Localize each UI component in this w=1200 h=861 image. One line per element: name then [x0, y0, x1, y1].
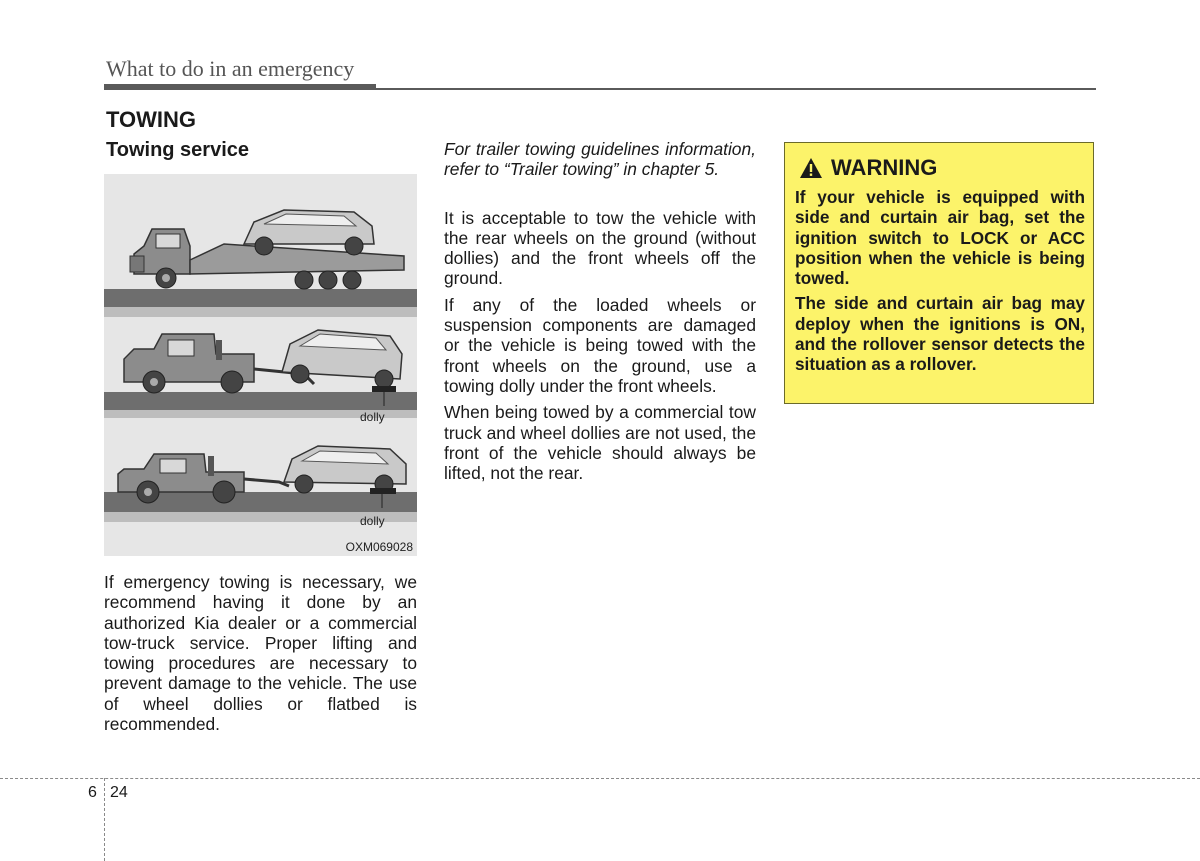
- wheel-lift-dolly-scene: [104, 330, 417, 418]
- header-rule-thick: [104, 84, 376, 90]
- section-title: TOWING: [106, 107, 197, 132]
- flatbed-tow-scene: [104, 210, 417, 317]
- figure-code: OXM069028: [345, 540, 413, 554]
- footer-vertical-rule: [104, 778, 105, 861]
- col2-paragraph-1: It is acceptable to tow the vehicle with the rear wheels on the ground (without dollies) and the front wheels off the ground.: [444, 207, 756, 289]
- warning-title: WARNING: [831, 155, 938, 180]
- page-header-title: What to do in an emergency: [106, 56, 355, 81]
- trailer-towing-note: For trailer towing guidelines information, refer to “Trailer towing” in chapter 5.: [444, 139, 756, 180]
- warning-paragraph-2: The side and curtain air bag may deploy when the ignitions is ON, and the rollover sensor detects the situation as a rollover.: [795, 293, 1085, 375]
- warning-body: [795, 187, 1085, 380]
- towing-intro-text: [104, 572, 417, 734]
- towing-illustration: [104, 174, 417, 556]
- dolly-label-2: dolly: [360, 514, 385, 528]
- wheel-lift-scene: [104, 446, 417, 522]
- warning-paragraph-1: If your vehicle is equipped with side and curtain air bag, set the ignition switch to LOCK or ACC position when the vehicle is being towed.: [795, 187, 1085, 289]
- warning-box: [784, 142, 1094, 404]
- dolly-label-1: dolly: [360, 410, 385, 424]
- col2-paragraph-2: If any of the loaded wheels or suspension components are damaged or the vehicle is being towed with the front wheels on the ground, use a towing dolly under the front wheels.: [444, 294, 756, 396]
- footer-rule: [0, 778, 1200, 779]
- subsection-title: Towing service: [106, 139, 250, 161]
- col2-paragraph-3: When being towed by a commercial tow truck and wheel dollies are not used, the front of the vehicle should always be lifted, not the rear.: [444, 402, 756, 484]
- header-rule-thin: [376, 88, 1096, 90]
- chapter-number: 6: [88, 784, 97, 801]
- towing-procedure-text: [444, 139, 756, 489]
- col1-paragraph: If emergency towing is necessary, we recommend having it done by an authorized Kia dealer or a commercial tow-truck service. Proper lifting and towing procedures are necessary to prevent damage to the vehicle. The use of wheel dollies or flatbed is recommended.: [104, 572, 417, 735]
- warning-triangle-icon: [799, 157, 823, 179]
- page-number: 24: [110, 784, 128, 801]
- warning-heading: [799, 155, 937, 181]
